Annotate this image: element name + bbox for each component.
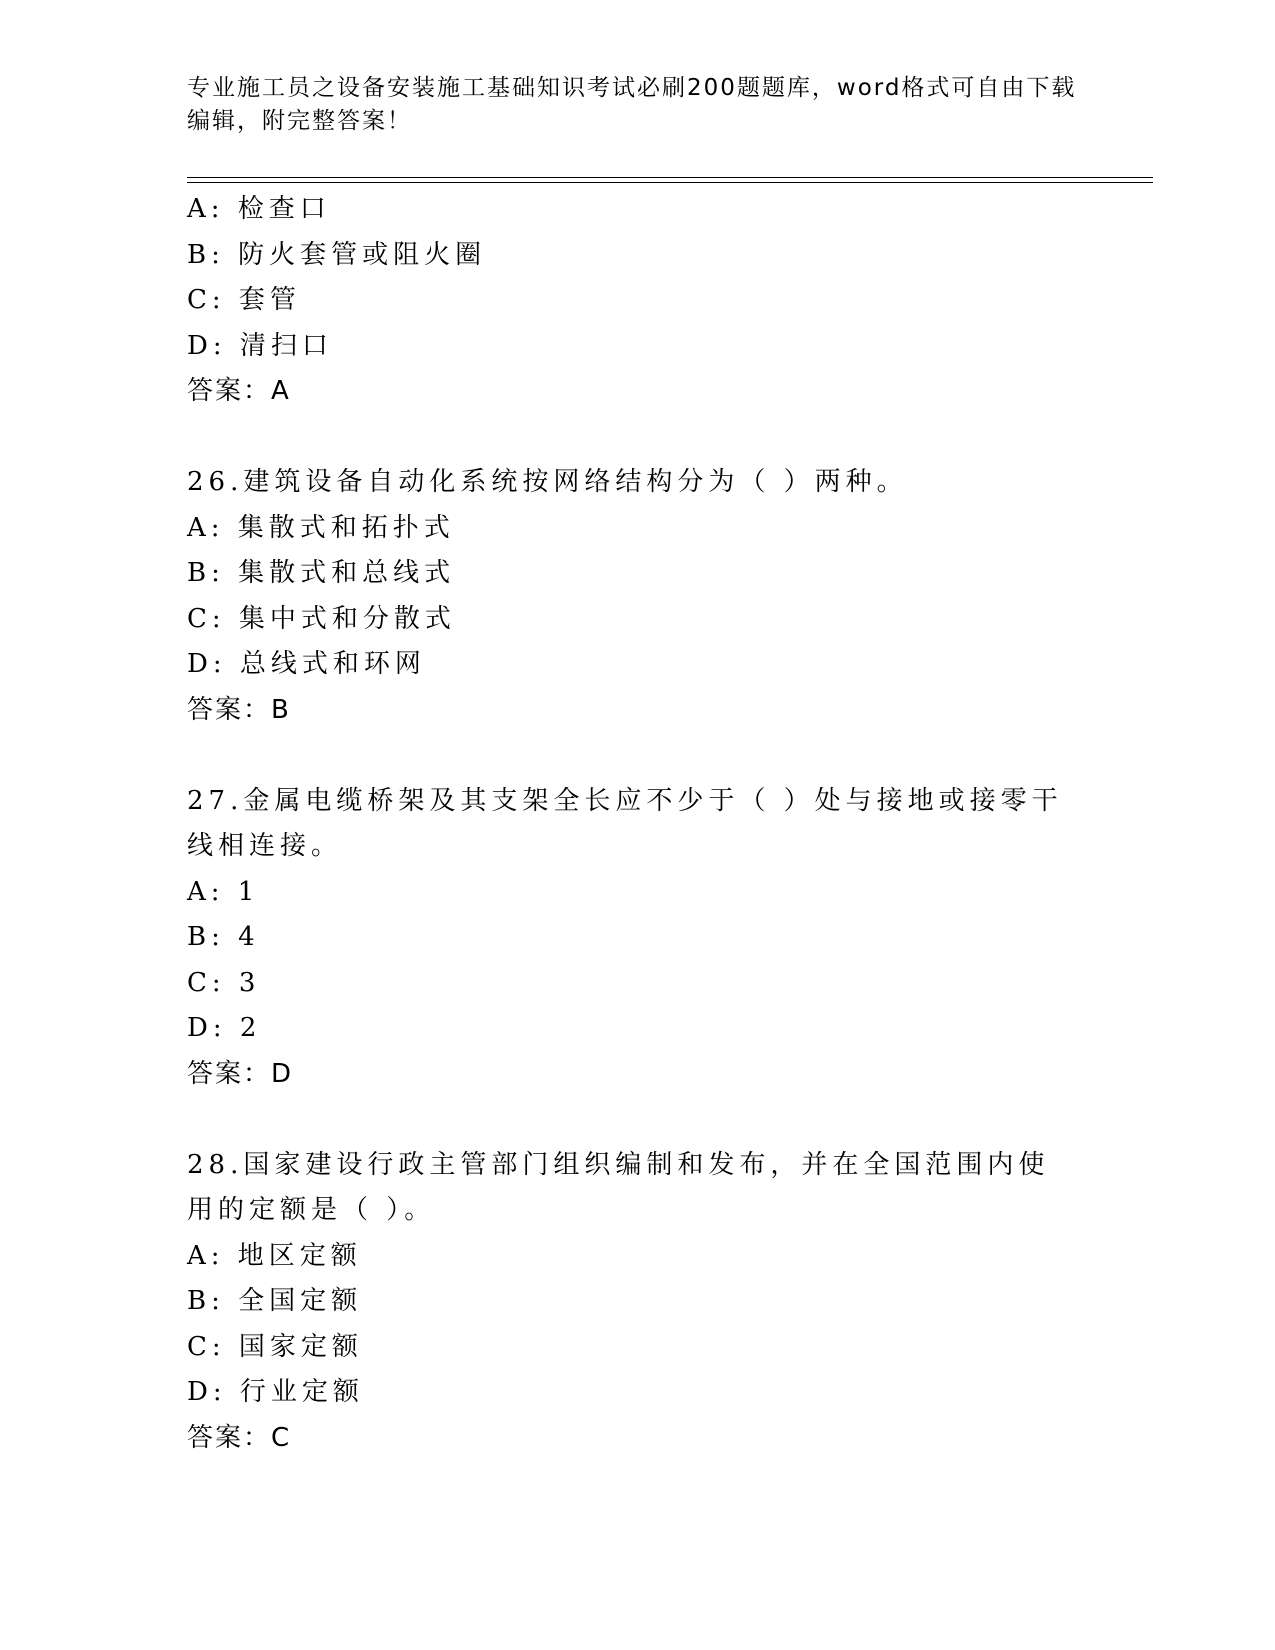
- question-28: [187, 1143, 1087, 1462]
- question-27: [187, 779, 1087, 1098]
- question-25: [187, 187, 1087, 415]
- answer: 答案：D: [187, 1058, 294, 1089]
- option-d: D: 清扫口: [187, 330, 333, 361]
- option-c: C: 国家定额: [187, 1331, 363, 1362]
- question-stem: 28.国家建设行政主管部门组织编制和发布，并在全国范围内使用的定额是（ ）。: [187, 1149, 1050, 1225]
- answer: 答案：C: [187, 1422, 292, 1453]
- option-d: D: 行业定额: [187, 1377, 364, 1407]
- question-spacer: [187, 415, 1087, 461]
- document-header: 专业施工员之设备安装施工基础知识考试必刷200题题库，word格式可自由下载编辑，附完整答案！: [187, 75, 1077, 134]
- option-d: D: 2: [187, 1013, 262, 1043]
- option-d: D: 总线式和环网: [187, 649, 426, 679]
- option-a: A: 检查口: [187, 194, 331, 224]
- option-c: C: 3: [187, 967, 261, 998]
- option-b: B: 防火套管或阻火圈: [187, 239, 487, 270]
- option-b: B: 4: [187, 922, 260, 952]
- option-b: B: 集散式和总线式: [187, 558, 456, 588]
- question-spacer: [187, 733, 1087, 779]
- header-divider-top: [187, 177, 1153, 178]
- question-spacer: [187, 1097, 1087, 1143]
- answer: 答案：B: [187, 694, 291, 725]
- option-c: C: 集中式和分散式: [187, 603, 456, 634]
- option-b: B: 全国定额: [187, 1286, 363, 1316]
- option-c: C: 套管: [187, 285, 301, 315]
- question-26: [187, 460, 1087, 733]
- header-divider-bottom: [187, 182, 1153, 183]
- answer: 答案：A: [187, 376, 291, 406]
- option-a: A: 地区定额: [187, 1240, 362, 1271]
- question-stem: 26.建筑设备自动化系统按网络结构分为（ ）两种。: [187, 467, 908, 497]
- option-a: A: 集散式和拓扑式: [187, 512, 455, 543]
- option-a: A: 1: [187, 876, 260, 907]
- question-list: [187, 187, 1087, 1461]
- question-stem: 27.金属电缆桥架及其支架全长应不少于（ ）处与接地或接零干线相连接。: [187, 785, 1063, 861]
